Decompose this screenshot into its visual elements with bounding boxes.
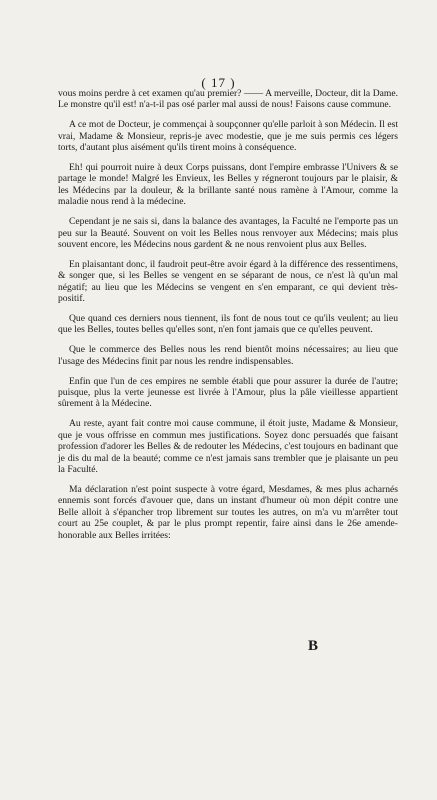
paragraph: Que quand ces derniers nous tiennent, ils font de nous tout ce qu'ils veulent; au lieu que les Belles, toutes belles qu'elles sont, n'en font jamais que ce qu'elles peuvent. — [58, 313, 398, 336]
paragraph: Enfin que l'un de ces empires ne semble établi que pour assurer la durée de l'autre; puisque, plus la verte jeunesse est livrée à l'Amour, plus la pâle vieillesse appartient sûrement à la Médecine. — [58, 375, 398, 410]
paragraph: Au reste, ayant fait contre moi cause commune, il étoit juste, Madame & Monsieur, que je vous offrisse en commun mes justifications. Soyez donc persuadés que faisant profession d'adorer les Belles & de redouter les Médecins, c'est toujours en badinant que je dis du mal de la beauté; comme ce n'est jamais sans trembler que je plaisante un peu la Faculté. — [58, 418, 398, 475]
page-number: ( 17 ) — [201, 75, 236, 90]
paragraph: vous moins perdre à cet examen qu'au premier? —— A merveille, Docteur, dit la Dame. Le monstre qu'il est! n'a-t-il pas osé parler mal aussi de nous! Faisons cause commune. — [58, 88, 398, 111]
paragraph: Cependant je ne sais si, dans la balance des avantages, la Faculté ne l'emporte pas un peu sur la Beauté. Souvent on voit les Belles nous renvoyer aux Médecins; mais plus souvent encore, les Médecins nous gardent & ne nous renvoient plus aux Belles. — [58, 216, 398, 250]
signature-mark: B — [308, 638, 319, 654]
paragraph: En plaisantant donc, il faudroit peut-être avoir égard à la différence des ressentimens, & songer que, si les Belles se vengent en se séparant de nous, ce n'est là qu'un mal négatif; au lieu que les Médecins se vengent en s'en emparant, ce qui devient très-positif. — [58, 258, 398, 305]
paragraph: Eh! qui pourroit nuire à deux Corps puissans, dont l'empire embrasse l'Univers & se partage le monde! Malgré les Envieux, les Belles y régneront toujours par le plaisir, & les Médecins par la douleur, & la brillante santé nous ramène à l'Amour, comme la maladie nous rend à la médecine. — [58, 162, 398, 208]
paragraph: A ce mot de Docteur, je commençai à soupçonner qu'elle parloit à son Médecin. Il est vrai, Madame & Monsieur, repris-je avec modestie, que je me suis permis ces légers torts, d'autant plus aisément qu'ils tirent moins à conséquence. — [58, 119, 398, 154]
paragraph: Que le commerce des Belles nous les rend bientôt moins nécessaires; au lieu que l'usage des Médecins finit par nous les rendre indispensables. — [58, 344, 398, 367]
paragraph: Ma déclaration n'est point suspecte à votre égard, Mesdames, & mes plus acharnés ennemis sont forcés d'avouer que, dans un instant d'humeur où mon dépit contre une Belle alloit à s'épancher trop librement sur toutes les autres, on m'a vu m'arrêter tout court au 25e couplet, & par le plus prompt repentir, faire ainsi dans le 26e amende-honorable aux Belles irritées: — [58, 483, 398, 541]
body-text — [58, 88, 398, 549]
